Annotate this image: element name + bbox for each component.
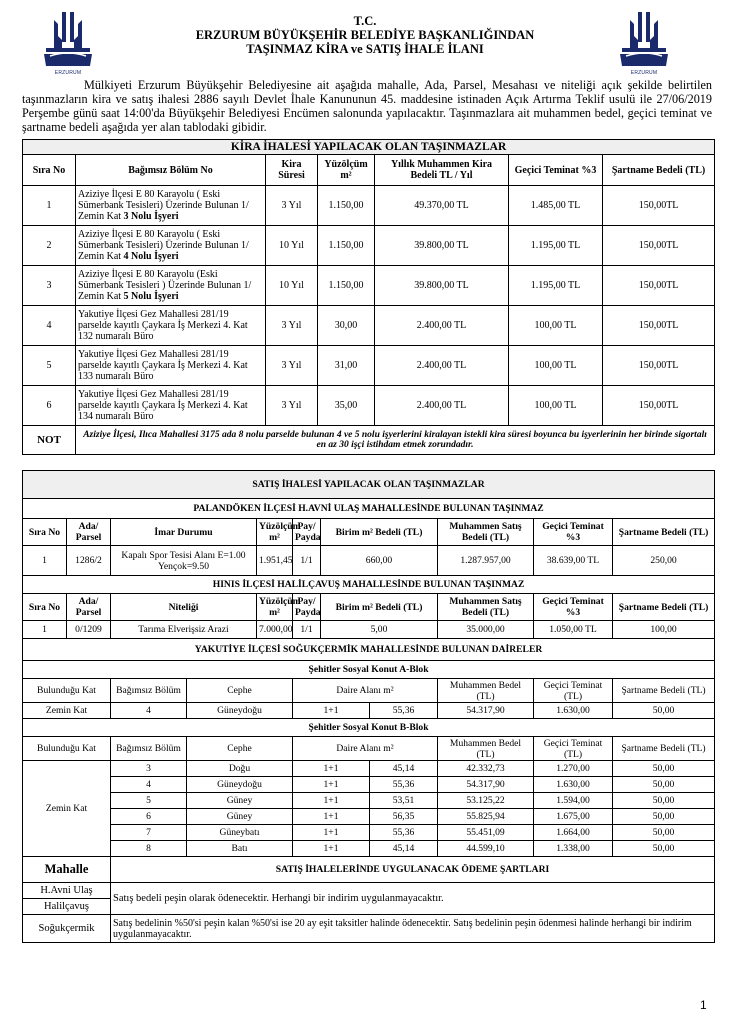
cell-bedel: 55.451,09 [438, 825, 534, 841]
cell-no: 4 [23, 306, 76, 346]
cell-teminat: 1.195,00 TL [509, 266, 603, 306]
cell-tip: 1+1 [293, 825, 370, 841]
cell-bedel: 54.317,90 [438, 703, 534, 719]
cell-sartname: 150,00TL [603, 386, 715, 426]
col-header: Muhammen Satış Bedeli (TL) [438, 519, 534, 546]
cell-bedel: 42.332,73 [438, 761, 534, 777]
cell-bedel: 2.400,00 TL [375, 306, 509, 346]
odeme-mahalle: Soğukçermik [23, 915, 111, 943]
cell-imar: Kapalı Spor Tesisi Alanı E=1.00 Yençok=9.50 [111, 546, 257, 576]
table-row [23, 226, 715, 266]
col-header: Cephe [187, 737, 293, 761]
kira-table [22, 139, 715, 455]
cell-ada: 1286/2 [67, 546, 111, 576]
note-text: Aziziye İlçesi, Ilıca Mahallesi 3175 ada 8 nolu parselde bulunan 4 ve 5 nolu işyerlerini kiralayan istekli kira süresi boyunca bu işyerlerinin her birinde sigortalı en az 30 işçi istihdam etmek zorundadır. [76, 426, 715, 455]
cell-alan: 1.150,00 [318, 186, 375, 226]
header-line-3: TAŞINMAZ KİRA ve SATIŞ İHALE İLANI [246, 42, 484, 56]
cell-desc: Yakutiye İlçesi Gez Mahallesi 281/19 parselde kayıtlı Çaykara İş Merkezi 4. Kat 134 numaralı Büro [76, 386, 266, 426]
cell-bolum: 3 [111, 761, 187, 777]
cell-bedel: 2.400,00 TL [375, 346, 509, 386]
table-row [23, 703, 715, 719]
col-header: Birim m² Bedeli (TL) [321, 519, 438, 546]
cell-alan: 35,00 [318, 386, 375, 426]
cell-ada: 0/1209 [67, 621, 111, 639]
table-row [23, 621, 715, 639]
document-header [0, 14, 730, 56]
col-header: Şartname Bedeli (TL) [603, 155, 715, 186]
cell-sartname: 50,00 [613, 825, 715, 841]
cell-alan: 55,36 [370, 825, 438, 841]
desc-bold: 3 Nolu İşyeri [123, 211, 179, 222]
cell-teminat: 100,00 TL [509, 386, 603, 426]
cell-sartname: 150,00TL [603, 226, 715, 266]
cell-muhammen: 35.000,00 [438, 621, 534, 639]
cell-no: 6 [23, 386, 76, 426]
b-blok-title: Şehitler Sosyal Konut B-Blok [23, 719, 715, 737]
cell-sure: 3 Yıl [266, 386, 318, 426]
cell-no: 5 [23, 346, 76, 386]
kira-table-title: KİRA İHALESİ YAPILACAK OLAN TAŞINMAZLAR [23, 140, 715, 155]
table-row [23, 186, 715, 226]
table-row [23, 777, 715, 793]
col-header: İmar Durumu [111, 519, 257, 546]
cell-bedel: 39.800,00 TL [375, 226, 509, 266]
col-header: Cephe [187, 679, 293, 703]
intro-paragraph: Mülkiyeti Erzurum Büyükşehir Belediyesine ait aşağıda mahalle, Ada, Parsel, Mesahası ve niteliği açık şekilde belirtilen taşınmazların kira ve satış ihalesi 2886 sayılı Devlet İhale Kanununun 45. maddesine istinaden Açık Artırma Teklif usulü ile 27/06/2019 Perşembe günü saat 14:00'da Büyükşehir Belediyesi Encümen salonunda yapılacaktır. Taşınmazlara ait muhammen bedel, geçici teminat ve şartname bedeli aşağıda yer alan tablodaki gibidir. [22, 78, 712, 134]
cell-muhammen: 1.287.957,00 [438, 546, 534, 576]
cell-desc [76, 186, 266, 226]
col-header: Yüzölçüm m² [318, 155, 375, 186]
cell-sartname: 150,00TL [603, 306, 715, 346]
table-row [23, 386, 715, 426]
col-header: Yüzölçüm m² [257, 594, 293, 621]
cell-no: 2 [23, 226, 76, 266]
cell-tip: 1+1 [293, 793, 370, 809]
col-header: Ada/ Parsel [67, 594, 111, 621]
col-header: Birim m² Bedeli (TL) [321, 594, 438, 621]
cell-bolum: 7 [111, 825, 187, 841]
cell-teminat: 1.050,00 TL [534, 621, 613, 639]
cell-alan: 30,00 [318, 306, 375, 346]
note-label: NOT [23, 426, 76, 455]
cell-teminat: 1.675,00 [534, 809, 613, 825]
cell-cephe: Güneydoğu [187, 777, 293, 793]
desc-bold: 4 Nolu İşyeri [123, 251, 179, 262]
cell-bedel: 39.800,00 TL [375, 266, 509, 306]
cell-sartname: 50,00 [613, 703, 715, 719]
logo-caption: ERZURUM [630, 70, 658, 76]
cell-birim: 5,00 [321, 621, 438, 639]
col-header: Geçici Teminat %3 [509, 155, 603, 186]
cell-kat: Zemin Kat [23, 703, 111, 719]
cell-alan: 1.150,00 [318, 226, 375, 266]
cell-alan: 1.150,00 [318, 266, 375, 306]
cell-sartname: 100,00 [613, 621, 715, 639]
page-number: 1 [700, 998, 707, 1012]
cell-sartname: 150,00TL [603, 266, 715, 306]
table-row [23, 546, 715, 576]
cell-teminat: 38.639,00 TL [534, 546, 613, 576]
cell-teminat: 1.630,00 [534, 777, 613, 793]
col-header: Bulunduğu Kat [23, 737, 111, 761]
col-header: Bağımsız Bölüm No [76, 155, 266, 186]
cell-bedel: 53.125,22 [438, 793, 534, 809]
cell-teminat: 1.195,00 TL [509, 226, 603, 266]
satis-table-title: SATIŞ İHALESİ YAPILACAK OLAN TAŞINMAZLAR [23, 471, 715, 499]
logo-caption: ERZURUM [54, 70, 82, 76]
cell-no: 1 [23, 621, 67, 639]
col-header: Şartname Bedeli (TL) [613, 679, 715, 703]
cell-cephe: Güneybatı [187, 825, 293, 841]
cell-bedel: 55.825,94 [438, 809, 534, 825]
cell-sartname: 50,00 [613, 841, 715, 857]
cell-bolum: 8 [111, 841, 187, 857]
cell-cephe: Batı [187, 841, 293, 857]
cell-sartname: 250,00 [613, 546, 715, 576]
col-header: Pay/ Payda [293, 519, 321, 546]
col-header: Niteliği [111, 594, 257, 621]
cell-alan: 56,35 [370, 809, 438, 825]
odeme-mahalle: H.Avni Ulaş [23, 883, 111, 899]
cell-sartname: 50,00 [613, 809, 715, 825]
cell-tip: 1+1 [293, 809, 370, 825]
cell-bolum: 4 [111, 703, 187, 719]
col-header: Ada/ Parsel [67, 519, 111, 546]
cell-teminat: 1.630,00 [534, 703, 613, 719]
cell-alan: 53,51 [370, 793, 438, 809]
table-row [23, 306, 715, 346]
odeme-text: Satış bedelinin %50'si peşin kalan %50'si ise 20 ay eşit taksitler halinde ödenecektir. Satış bedelinin peşin ödenmesi halinde herhangi bir indirim uygulanmayacaktır. [111, 915, 715, 943]
cell-teminat: 100,00 TL [509, 306, 603, 346]
col-header: Bağımsız Bölüm [111, 679, 187, 703]
col-header: Şartname Bedeli (TL) [613, 737, 715, 761]
desc-text: Aziziye İlçesi E 80 Karayolu ( Eski Sümerbank Tesisleri) Üzerinde Bulunan 1/ Zemin Kat [78, 189, 249, 222]
desc-text: Aziziye İlçesi E 80 Karayolu (Eski Sümerbank Tesisleri ) Üzerinde Bulunan 1/ Zemin Kat [78, 269, 252, 302]
cell-pay: 1/1 [293, 621, 321, 639]
cell-sure: 3 Yıl [266, 186, 318, 226]
cell-sartname: 50,00 [613, 793, 715, 809]
cell-bedel: 2.400,00 TL [375, 386, 509, 426]
cell-sartname: 150,00TL [603, 186, 715, 226]
palandoken-title: PALANDÖKEN İLÇESİ H.AVNİ ULAŞ MAHALLESİNDE BULUNAN TAŞINMAZ [23, 499, 715, 519]
cell-teminat: 1.270,00 [534, 761, 613, 777]
cell-sure: 3 Yıl [266, 346, 318, 386]
cell-teminat: 100,00 TL [509, 346, 603, 386]
cell-no: 3 [23, 266, 76, 306]
odeme-mahalle-header: Mahalle [23, 857, 111, 883]
cell-alan: 55,36 [370, 777, 438, 793]
satis-table [22, 470, 715, 943]
cell-alan: 31,00 [318, 346, 375, 386]
cell-bedel: 44.599,10 [438, 841, 534, 857]
col-header: Geçici Teminat %3 [534, 594, 613, 621]
cell-alan: 45,14 [370, 761, 438, 777]
cell-bedel: 49.370,00 TL [375, 186, 509, 226]
col-header: Şartname Bedeli (TL) [613, 519, 715, 546]
col-header: Sıra No [23, 155, 76, 186]
cell-desc: Yakutiye İlçesi Gez Mahallesi 281/19 parselde kayıtlı Çaykara İş Merkezi 4. Kat 133 numaralı Büro [76, 346, 266, 386]
col-header: Bağımsız Bölüm [111, 737, 187, 761]
cell-birim: 660,00 [321, 546, 438, 576]
col-header: Yüzölçüm m² [257, 519, 293, 546]
cell-alan: 45,14 [370, 841, 438, 857]
cell-tip: 1+1 [293, 703, 370, 719]
hinis-title: HINIS İLÇESİ HALİLÇAVUŞ MAHALLESİNDE BULUNAN TAŞINMAZ [23, 576, 715, 594]
table-row [23, 825, 715, 841]
cell-tip: 1+1 [293, 761, 370, 777]
cell-desc [76, 226, 266, 266]
cell-sure: 10 Yıl [266, 226, 318, 266]
cell-tip: 1+1 [293, 777, 370, 793]
cell-kat: Zemin Kat [23, 761, 111, 857]
odeme-mahalle: Halilçavuş [23, 899, 111, 915]
cell-bolum: 4 [111, 777, 187, 793]
col-header: Daire Alanı m² [293, 679, 438, 703]
cell-no: 1 [23, 186, 76, 226]
cell-teminat: 1.485,00 TL [509, 186, 603, 226]
cell-bolum: 6 [111, 809, 187, 825]
col-header: Muhammen Satış Bedeli (TL) [438, 594, 534, 621]
header-line-2: ERZURUM BÜYÜKŞEHİR BELEDİYE BAŞKANLIĞINDAN [195, 28, 535, 42]
table-row [23, 793, 715, 809]
cell-sartname: 150,00TL [603, 346, 715, 386]
col-header: Kira Süresi [266, 155, 318, 186]
table-row [23, 266, 715, 306]
cell-bolum: 5 [111, 793, 187, 809]
cell-sure: 10 Yıl [266, 266, 318, 306]
col-header: Sıra No [23, 519, 67, 546]
col-header: Geçici Teminat (TL) [534, 679, 613, 703]
table-row [23, 841, 715, 857]
cell-alan: 55,36 [370, 703, 438, 719]
col-header: Pay/ Payda [293, 594, 321, 621]
odeme-text: Satış bedeli peşin olarak ödenecektir. Herhangi bir indirim uygulanmayacaktır. [111, 883, 715, 915]
col-header: Bulunduğu Kat [23, 679, 111, 703]
col-header: Geçici Teminat %3 [534, 519, 613, 546]
header-line-1: T.C. [353, 14, 377, 28]
col-header: Sıra No [23, 594, 67, 621]
cell-desc [76, 266, 266, 306]
col-header: Muhammen Bedel (TL) [438, 737, 534, 761]
cell-teminat: 1.594,00 [534, 793, 613, 809]
col-header: Yıllık Muhammen Kira Bedeli TL / Yıl [375, 155, 509, 186]
cell-desc: Yakutiye İlçesi Gez Mahallesi 281/19 parselde kayıtlı Çaykara İş Merkezi 4. Kat 132 numaralı Büro [76, 306, 266, 346]
cell-cephe: Güney [187, 793, 293, 809]
desc-bold: 5 Nolu İşyeri [123, 291, 179, 302]
col-header: Şartname Bedeli (TL) [613, 594, 715, 621]
a-blok-title: Şehitler Sosyal Konut A-Blok [23, 661, 715, 679]
cell-sartname: 50,00 [613, 761, 715, 777]
col-header: Muhammen Bedel (TL) [438, 679, 534, 703]
cell-cephe: Güney [187, 809, 293, 825]
cell-cephe: Doğu [187, 761, 293, 777]
cell-bedel: 54.317,90 [438, 777, 534, 793]
table-row [23, 761, 715, 777]
note-row [23, 426, 715, 455]
desc-text: Aziziye İlçesi E 80 Karayolu ( Eski Sümerbank Tesisleri) Üzerinde Bulunan 1/ Zemin Kat [78, 229, 249, 262]
cell-nitelik: Tarıma Elverişsiz Arazi [111, 621, 257, 639]
cell-tip: 1+1 [293, 841, 370, 857]
cell-no: 1 [23, 546, 67, 576]
yakutiye-title: YAKUTİYE İLÇESİ SOĞUKÇERMİK MAHALLESİNDE BULUNAN DAİRELER [23, 639, 715, 661]
table-row [23, 346, 715, 386]
cell-teminat: 1.338,00 [534, 841, 613, 857]
cell-cephe: Güneydoğu [187, 703, 293, 719]
cell-teminat: 1.664,00 [534, 825, 613, 841]
cell-alan: 7.000,00 [257, 621, 293, 639]
odeme-title: SATIŞ İHALELERİNDE UYGULANACAK ÖDEME ŞARTLARI [111, 857, 715, 883]
col-header: Daire Alanı m² [293, 737, 438, 761]
cell-sartname: 50,00 [613, 777, 715, 793]
cell-sure: 3 Yıl [266, 306, 318, 346]
col-header: Geçici Teminat (TL) [534, 737, 613, 761]
cell-alan: 1.951,45 [257, 546, 293, 576]
cell-pay: 1/1 [293, 546, 321, 576]
table-row [23, 809, 715, 825]
